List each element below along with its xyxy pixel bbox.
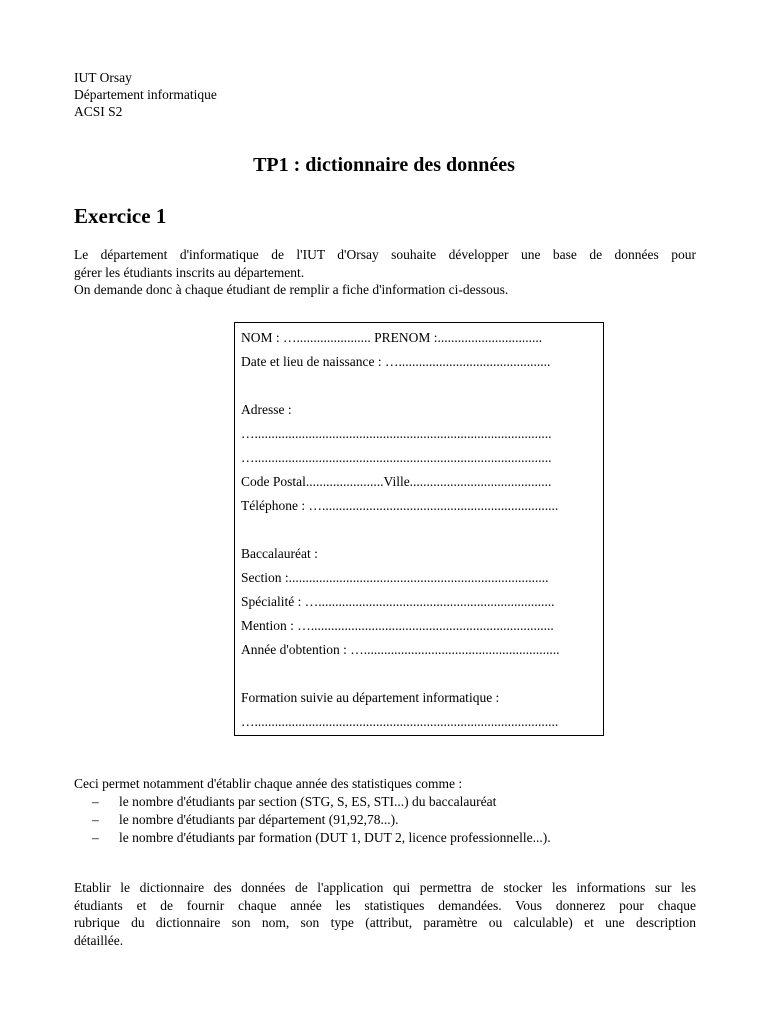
instructions-line: rubrique du dictionnaire son nom, son type (attribut, paramètre ou calculable) et une description — [74, 915, 696, 930]
form-year-line: Année d'obtention : ….......................................................... — [241, 642, 560, 657]
instructions-line: étudiants et de fournir chaque année les statistiques demandées. Vous donnerez pour chaque — [74, 897, 696, 913]
form-phone-line: Téléphone : …...................................................................... — [241, 498, 559, 513]
course-code: ACSI S2 — [74, 104, 123, 119]
department-name: Département informatique — [74, 87, 217, 102]
form-mention-line: Mention : …........................................................................ — [241, 618, 554, 633]
list-item — [92, 829, 551, 847]
list-item — [92, 811, 551, 829]
instructions-line: Etablir le dictionnaire des données de l'application qui permettra de stocker les informations sur les — [74, 880, 696, 895]
intro-line: On demande donc à chaque étudiant de remplir a fiche d'information ci-dessous. — [74, 282, 509, 297]
instructions-paragraph — [74, 879, 696, 949]
bullet-dash: – — [92, 830, 99, 845]
bullet-dash: – — [92, 812, 99, 827]
institution-header — [74, 69, 217, 120]
institution-name: IUT Orsay — [74, 70, 132, 85]
statistics-intro: Ceci permet notamment d'établir chaque année des statistiques comme : — [74, 776, 463, 791]
list-item — [92, 793, 551, 811]
statistics-list — [92, 793, 551, 847]
list-item-text: le nombre d'étudiants par département (91,92,78...). — [119, 812, 399, 827]
instructions-line: détaillée. — [74, 932, 124, 948]
form-address-line: …........................................................................................ — [241, 426, 552, 441]
intro-line: Le département d'informatique de l'IUT d'Orsay souhaite développer une base de données pour — [74, 247, 696, 262]
intro-paragraph — [74, 246, 696, 299]
form-bac-label: Baccalauréat : — [241, 546, 318, 561]
form-specialty-line: Spécialité : …...................................................................... — [241, 594, 555, 609]
form-address-label: Adresse : — [241, 402, 292, 417]
form-postal-city-line: Code Postal.......................Ville.......................................... — [241, 474, 552, 489]
form-training-label: Formation suivie au département informatique : — [241, 690, 500, 705]
form-address-line: …........................................................................................ — [241, 450, 552, 465]
bullet-dash: – — [92, 794, 99, 809]
exercise-heading: Exercice 1 — [74, 204, 167, 228]
form-training-line: ….......................................................................................... — [241, 714, 559, 729]
list-item-text: le nombre d'étudiants par formation (DUT 1, DUT 2, licence professionnelle...). — [119, 830, 551, 845]
form-birth-line: Date et lieu de naissance : …............................................. — [241, 354, 551, 369]
document-title: TP1 : dictionnaire des données — [253, 154, 515, 176]
student-info-form — [234, 322, 604, 736]
form-name-line: NOM : …...................... PRENOM :............................... — [241, 330, 543, 345]
form-section-line: Section :............................................................................. — [241, 570, 549, 585]
intro-line: gérer les étudiants inscrits au département. — [74, 264, 305, 280]
list-item-text: le nombre d'étudiants par section (STG, S, ES, STI...) du baccalauréat — [119, 794, 497, 809]
